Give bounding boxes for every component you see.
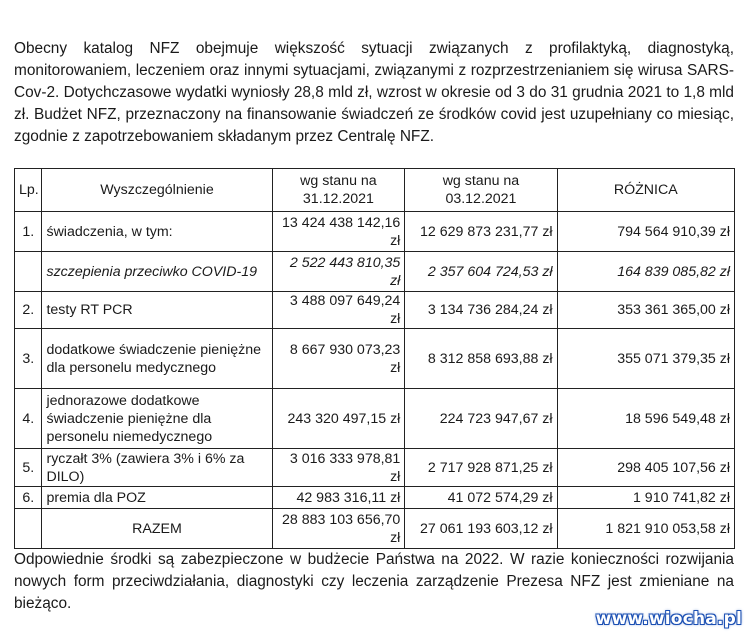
row-description: jednorazowe dodatkowe świadczenie pieniężne dla personelu niemedycznego: [42, 389, 272, 449]
row-lp: 5.: [15, 449, 42, 487]
row-value-03-12: 12 629 873 231,77 zł: [405, 212, 557, 252]
row-value-03-12: 2 357 604 724,53 zł: [405, 252, 557, 292]
header-as-of-03-12: wg stanu na 03.12.2021: [405, 169, 557, 212]
row-value-03-12: 224 723 947,67 zł: [405, 389, 557, 449]
watermark: www.wiocha.pl: [595, 609, 742, 629]
intro-paragraph: Obecny katalog NFZ obejmuje większość sytuacji związanych z profilaktyką, diagnostyką, monitorowaniem, leczeniem oraz innymi sytuacjami, związanymi z rozprzestrzenianiem się wirusa SARS-Cov-2. Dotychczasowe wydatki wyniosły 28,8 mld zł, wzrost w okresie od 3 do 31 grudnia 2021 to 1,8 mld zł. Budżet NFZ, przeznaczony na finansowanie świadczeń ze środków covid jest uzupełniany co miesiąc, zgodnie z zapotrzebowaniem składanym przez Centralę NFZ.: [14, 40, 734, 145]
table-header-row: [15, 169, 735, 212]
row-value-31-12: 243 320 497,15 zł: [272, 389, 405, 449]
row-value-31-12: 8 667 930 073,23 zł: [272, 329, 405, 389]
row-difference: 1 910 741,82 zł: [557, 487, 734, 509]
row-value-03-12: 8 312 858 693,88 zł: [405, 329, 557, 389]
row-description: dodatkowe świadczenie pieniężne dla personelu medycznego: [42, 329, 272, 389]
row-lp: [15, 509, 42, 549]
row-difference: 164 839 085,82 zł: [557, 252, 734, 292]
row-value-31-12: 3 488 097 649,24 zł: [272, 292, 405, 329]
row-value-31-12: 3 016 333 978,81 zł: [272, 449, 405, 487]
row-lp: 3.: [15, 329, 42, 389]
header-as-of-31-12: wg stanu na 31.12.2021: [272, 169, 405, 212]
closing-paragraph: Odpowiednie środki są zabezpieczone w budżecie Państwa na 2022. W razie konieczności rozwijania nowych form przeciwdziałania, diagnostyki czy leczenia zarządzenie Prezesa NFZ jest zmieniane na bieżąco.: [14, 551, 734, 612]
table-row: [15, 487, 735, 509]
table-row: [15, 212, 735, 252]
row-value-03-12: 41 072 574,29 zł: [405, 487, 557, 509]
total-value-03-12: 27 061 193 603,12 zł: [405, 509, 557, 549]
header-difference: RÓŻNICA: [557, 169, 734, 212]
row-description: testy RT PCR: [42, 292, 272, 329]
header-description: Wyszczególnienie: [42, 169, 272, 212]
row-lp: 4.: [15, 389, 42, 449]
row-lp: 1.: [15, 212, 42, 252]
table-row: [15, 292, 735, 329]
row-lp: 6.: [15, 487, 42, 509]
row-difference: 794 564 910,39 zł: [557, 212, 734, 252]
total-difference: 1 821 910 053,58 zł: [557, 509, 734, 549]
header-lp: Lp.: [15, 169, 42, 212]
table-row: [15, 252, 735, 292]
row-value-03-12: 3 134 736 284,24 zł: [405, 292, 557, 329]
row-value-03-12: 2 717 928 871,25 zł: [405, 449, 557, 487]
row-value-31-12: 2 522 443 810,35 zł: [272, 252, 405, 292]
row-lp: 2.: [15, 292, 42, 329]
table-row: [15, 389, 735, 449]
table-row: [15, 329, 735, 389]
row-lp: [15, 252, 42, 292]
row-difference: 355 071 379,35 zł: [557, 329, 734, 389]
row-value-31-12: 13 424 438 142,16 zł: [272, 212, 405, 252]
row-difference: 298 405 107,56 zł: [557, 449, 734, 487]
table-total-row: [15, 509, 735, 549]
row-description: premia dla POZ: [42, 487, 272, 509]
row-value-31-12: 42 983 316,11 zł: [272, 487, 405, 509]
row-description: świadczenia, w tym:: [42, 212, 272, 252]
expenses-table: [14, 168, 735, 549]
row-description: ryczałt 3% (zawiera 3% i 6% za DILO): [42, 449, 272, 487]
row-difference: 353 361 365,00 zł: [557, 292, 734, 329]
table-row: [15, 449, 735, 487]
total-label: RAZEM: [42, 509, 272, 549]
row-difference: 18 596 549,48 zł: [557, 389, 734, 449]
row-description: szczepienia przeciwko COVID-19: [42, 252, 272, 292]
total-value-31-12: 28 883 103 656,70 zł: [272, 509, 405, 549]
